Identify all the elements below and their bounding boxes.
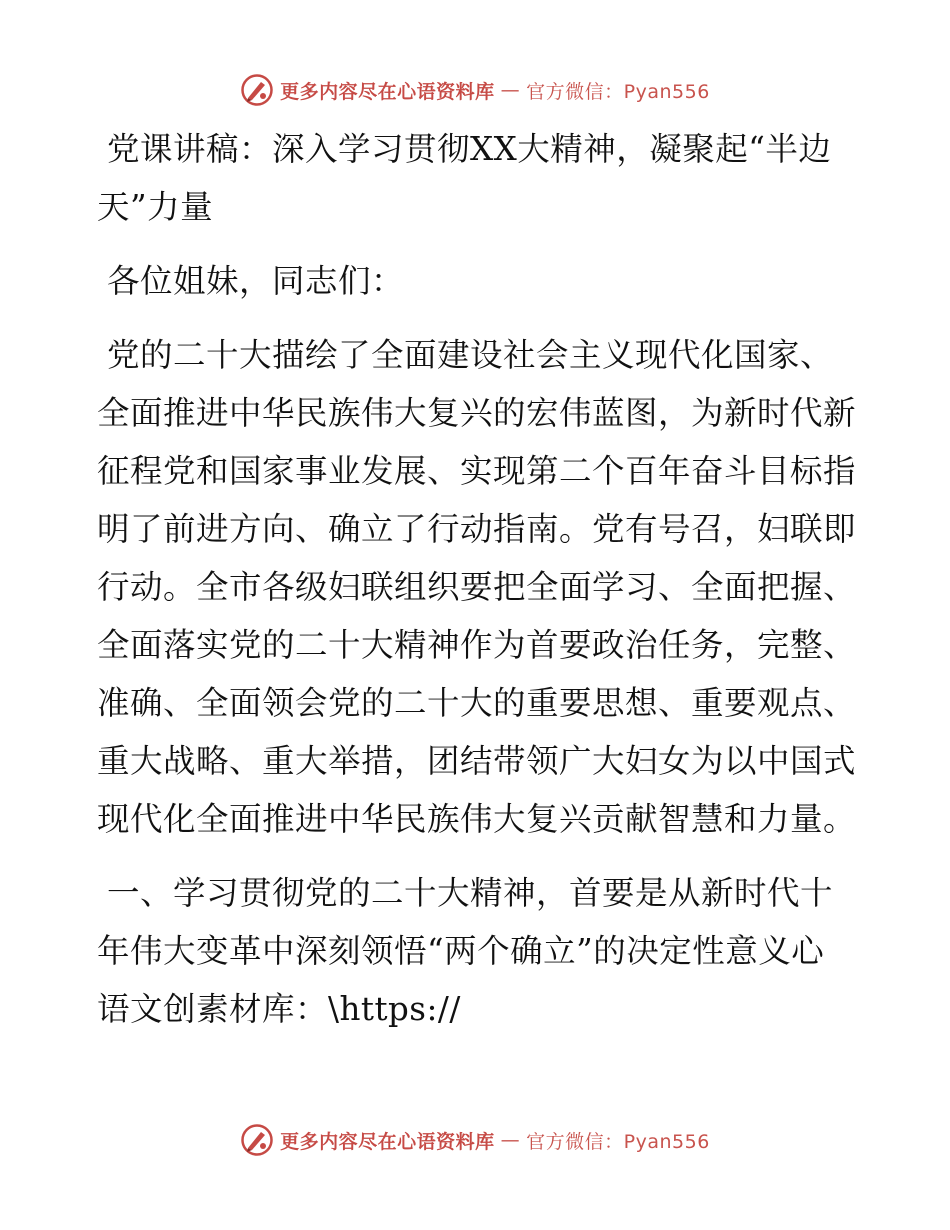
document-greeting: 各位姐妹，同志们：: [107, 262, 405, 300]
document-title: 党课讲稿：深入学习贯彻XX大精神，凝聚起“半边天”力量: [97, 130, 832, 226]
watermark-contact-text: 官方微信：Pyan556: [526, 1130, 710, 1153]
footer-watermark: [0, 1120, 950, 1160]
pen-in-circle-icon: [240, 1123, 274, 1157]
pen-in-circle-icon: [240, 73, 274, 107]
header-watermark: [0, 70, 950, 110]
watermark-contact-text: 官方微信：Pyan556: [526, 80, 710, 103]
document-paragraph-2: 一、学习贯彻党的二十大精神，首要是从新时代十年伟大变革中深刻领悟“两个确立”的决定性意义心语文创素材库：\https://: [97, 874, 834, 1028]
watermark-separator: —: [500, 79, 521, 101]
watermark-brand-text: 更多内容尽在心语资料库: [280, 80, 495, 103]
document-body: [97, 120, 857, 1100]
document-paragraph-1: 党的二十大描绘了全面建设社会主义现代化国家、全面推进中华民族伟大复兴的宏伟蓝图，为新时代新征程党和国家事业发展、实现第二个百年奋斗目标指明了前进方向、确立了行动指南。党有号召，妇联即行动。全市各级妇联组织要把全面学习、全面把握、全面落实党的二十大精神作为首要政治任务，完整、准确、全面领会党的二十大的重要思想、重要观点、重大战略、重大举措，团结带领广大妇女为以中国式现代化全面推进中华民族伟大复兴贡献智慧和力量。: [97, 336, 857, 838]
watermark-separator: —: [500, 1129, 521, 1151]
watermark-brand-text: 更多内容尽在心语资料库: [280, 1130, 495, 1153]
